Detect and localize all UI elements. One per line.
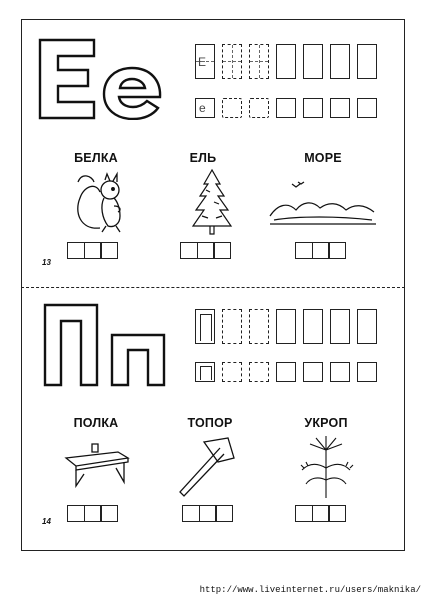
word-label: ЕЛЬ — [189, 151, 217, 165]
trace-box[interactable] — [330, 44, 350, 79]
trace-box[interactable] — [222, 362, 242, 382]
tracing-row-lower-e — [195, 98, 377, 118]
answer-boxes[interactable] — [180, 242, 231, 259]
squirrel-icon — [70, 168, 132, 241]
trace-box[interactable] — [249, 362, 269, 382]
page-number: 14 — [42, 517, 51, 526]
trace-box[interactable] — [195, 309, 215, 344]
word-label: ТОПОР — [187, 416, 233, 430]
tracing-row-capital-p — [195, 309, 377, 344]
word-label: МОРЕ — [304, 151, 342, 165]
trace-box[interactable] — [222, 98, 242, 118]
trace-box[interactable] — [222, 44, 242, 79]
source-url: http://www.liveinternet.ru/users/maknika/ — [199, 585, 421, 595]
trace-box[interactable] — [357, 309, 377, 344]
trace-box[interactable] — [303, 362, 323, 382]
answer-boxes[interactable] — [182, 505, 233, 522]
big-letter-e-outline — [36, 38, 164, 120]
trace-box[interactable] — [330, 98, 350, 118]
trace-box[interactable] — [357, 98, 377, 118]
trace-box[interactable] — [303, 309, 323, 344]
trace-box[interactable] — [249, 98, 269, 118]
word-label: УКРОП — [304, 416, 348, 430]
page-number: 13 — [42, 258, 51, 267]
answer-boxes[interactable] — [295, 242, 346, 259]
trace-box[interactable] — [303, 98, 323, 118]
trace-box[interactable] — [195, 362, 215, 382]
trace-box[interactable] — [249, 44, 269, 79]
trace-box[interactable] — [303, 44, 323, 79]
dill-icon — [296, 432, 356, 505]
trace-box[interactable] — [357, 44, 377, 79]
answer-boxes[interactable] — [67, 242, 118, 259]
trace-box[interactable]: e — [195, 98, 215, 118]
trace-box[interactable]: E — [195, 44, 215, 79]
word-label: БЕЛКА — [74, 151, 118, 165]
axe-icon — [176, 436, 238, 503]
trace-box[interactable] — [276, 98, 296, 118]
trace-box[interactable] — [276, 44, 296, 79]
tracing-row-capital-e — [195, 44, 377, 79]
answer-boxes[interactable] — [67, 505, 118, 522]
trace-box[interactable] — [276, 362, 296, 382]
tracing-row-lower-p — [195, 362, 377, 382]
trace-box[interactable] — [330, 362, 350, 382]
trace-box[interactable] — [222, 309, 242, 344]
word-label: ПОЛКА — [73, 416, 119, 430]
big-letter-p-outline — [42, 302, 172, 388]
sea-icon — [268, 180, 378, 233]
trace-box[interactable] — [249, 309, 269, 344]
spruce-tree-icon — [190, 168, 234, 243]
shelf-icon — [62, 440, 132, 495]
answer-boxes[interactable] — [295, 505, 346, 522]
trace-box[interactable] — [276, 309, 296, 344]
trace-box[interactable] — [357, 362, 377, 382]
trace-box[interactable] — [330, 309, 350, 344]
